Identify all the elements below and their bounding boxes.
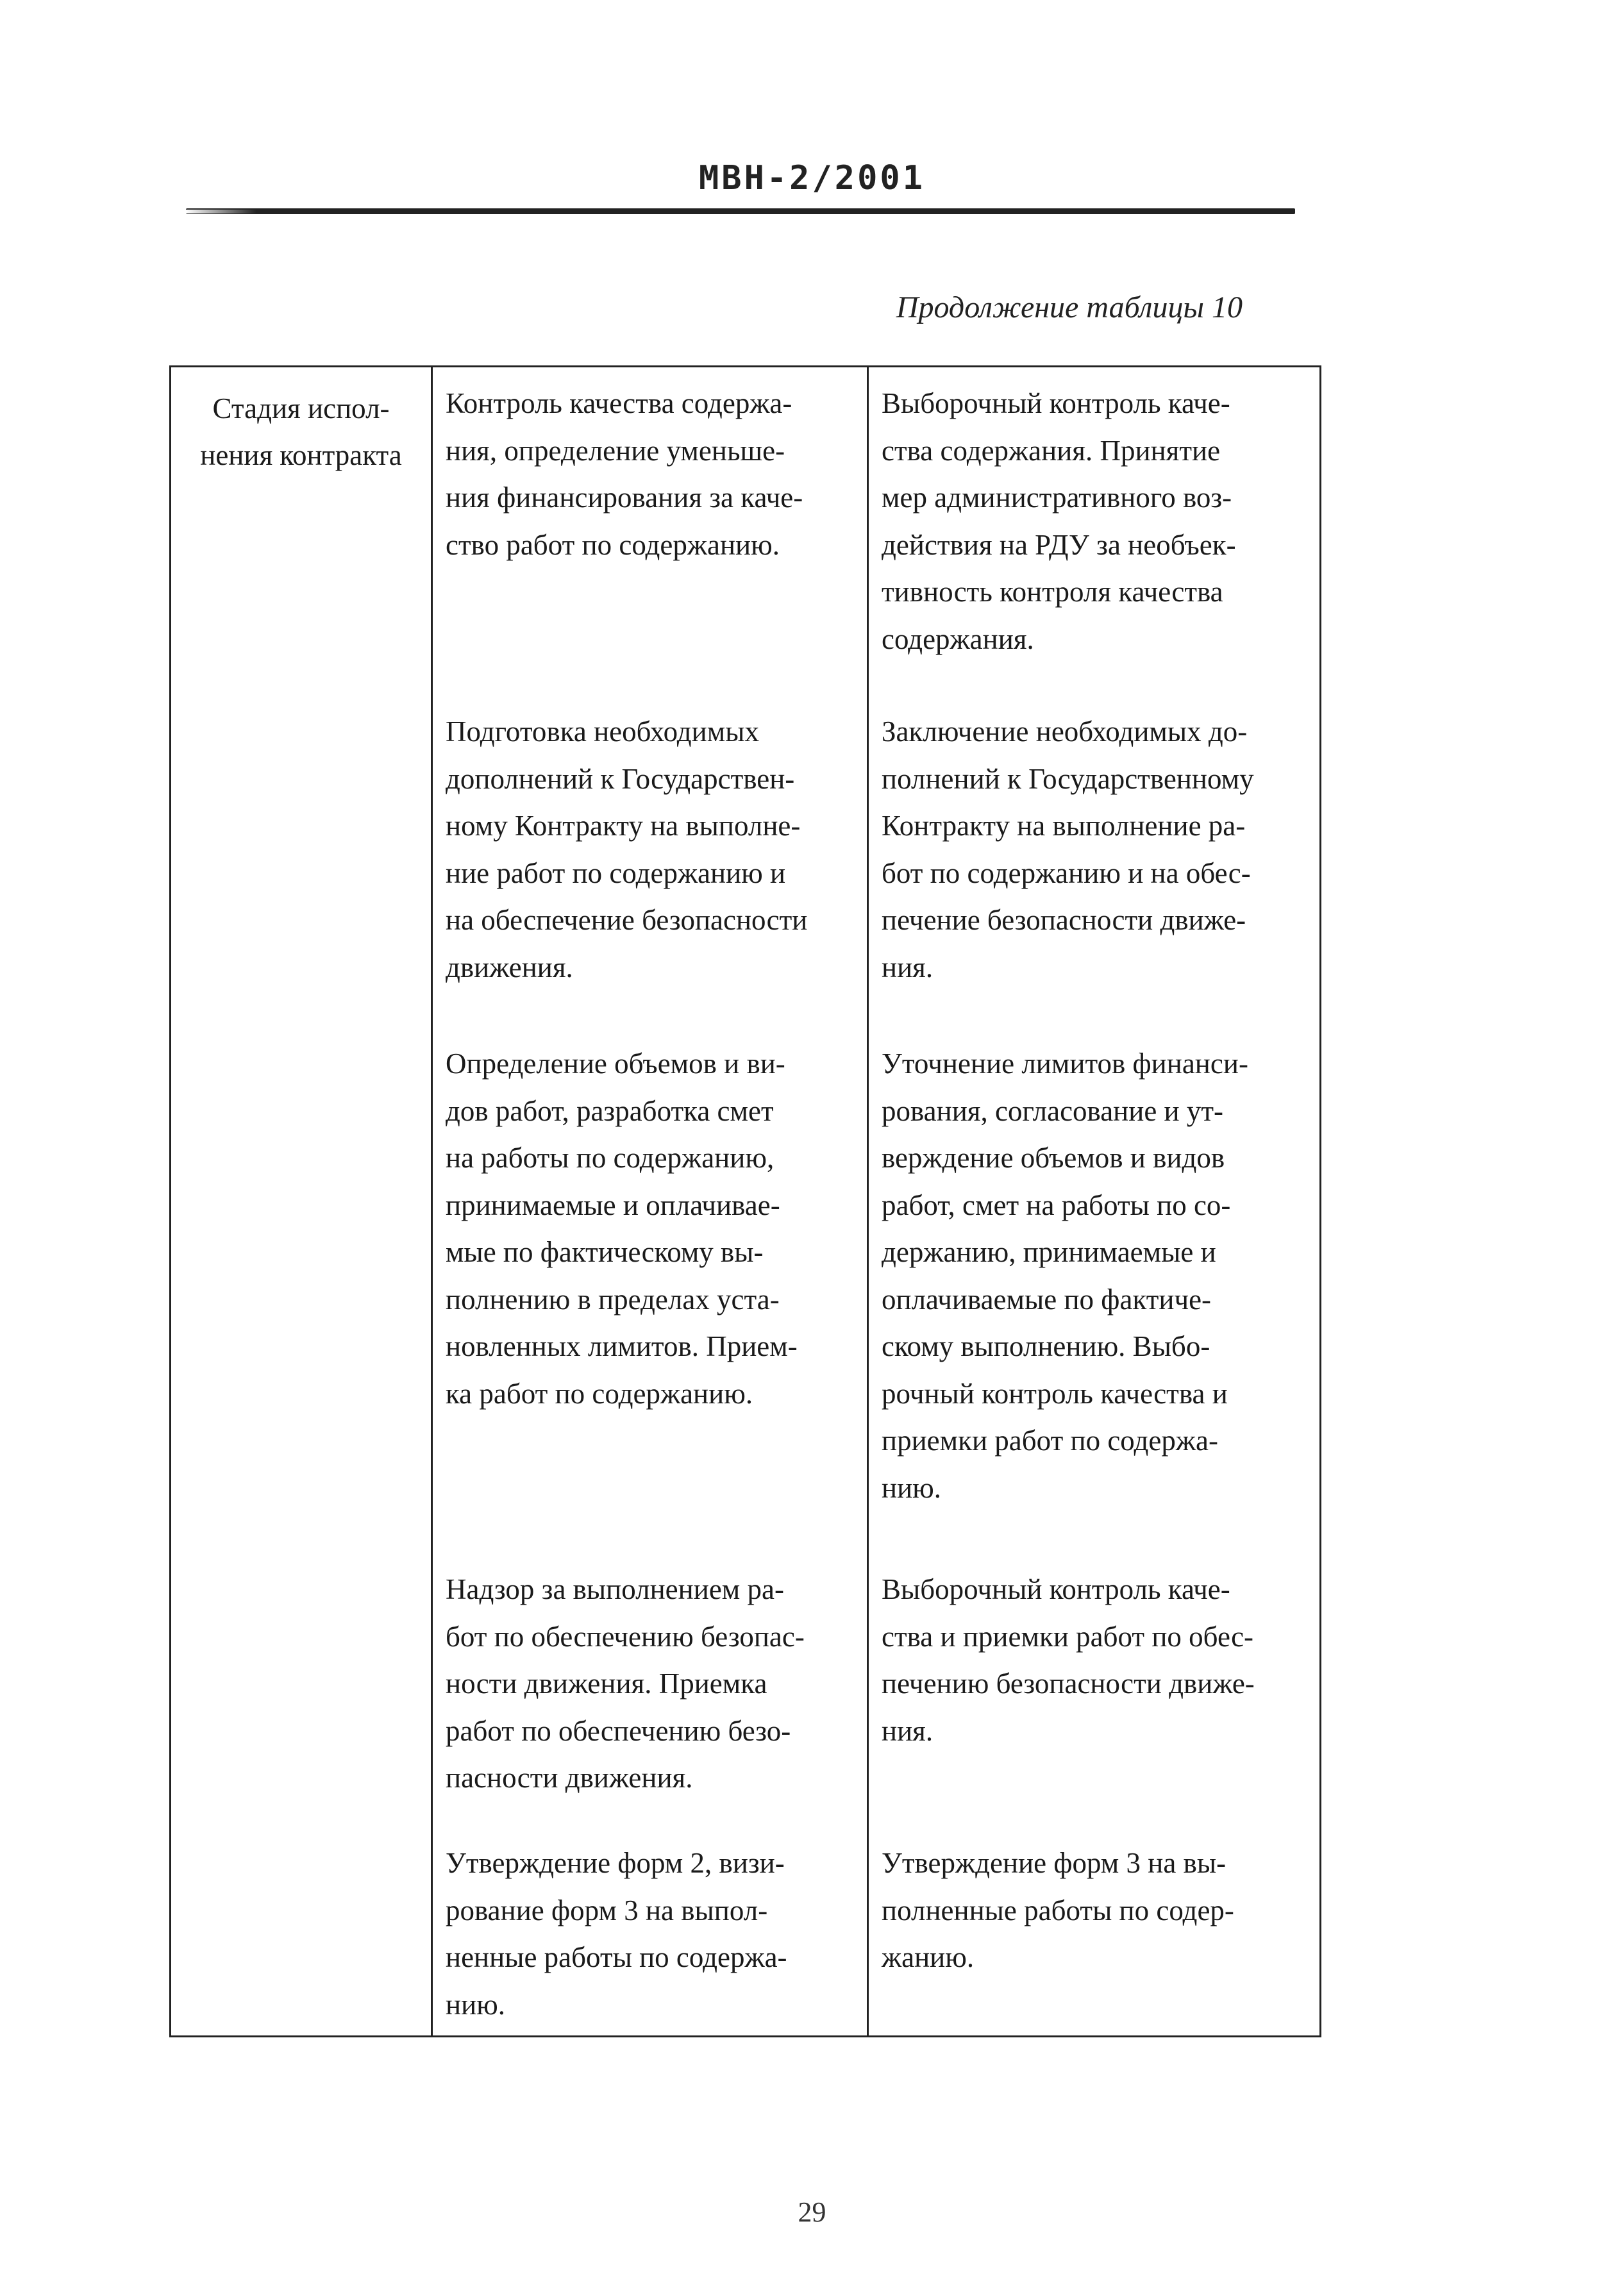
stage-line: Стадия испол- <box>212 392 390 424</box>
row-3-right-cell <box>882 1040 1248 1512</box>
cell-line: ния. <box>882 1714 933 1747</box>
cell-line: печению безопасности движе- <box>882 1667 1255 1700</box>
responsibility-table <box>169 365 1321 2037</box>
cell-line: рование форм 3 на выпол- <box>446 1894 768 1926</box>
cell-line: Контракту на выполнение ра- <box>882 810 1246 842</box>
cell-line: работ по обеспечению безо- <box>446 1714 791 1747</box>
cell-line: нию. <box>446 1988 506 2021</box>
cell-line: ния финансирования за каче- <box>446 481 803 514</box>
cell-line: ненные работы по содержа- <box>446 1941 787 1973</box>
cell-line: мер административного воз- <box>882 481 1232 514</box>
cell-line: полненные работы по содер- <box>882 1894 1234 1926</box>
cell-line: ние работ по содержанию и <box>446 856 786 889</box>
cell-line: дов работ, разработка смет <box>446 1094 774 1127</box>
row-1-right-cell <box>882 380 1236 663</box>
row-4-left-cell <box>446 1566 805 1802</box>
cell-line: на обеспечение безопасности <box>446 904 808 936</box>
cell-line: полнению в пределах уста- <box>446 1283 780 1316</box>
header-rule-fade <box>186 210 256 213</box>
cell-line: Контроль качества содержа- <box>446 387 792 419</box>
cell-line: тивность контроля качества <box>882 576 1223 608</box>
stage-cell <box>171 367 431 479</box>
document-code: МВН-2/2001 <box>698 159 926 197</box>
cell-line: рочный контроль качества и <box>882 1377 1228 1410</box>
cell-line: ния, определение уменьше- <box>446 434 785 467</box>
cell-line: ка работ по содержанию. <box>446 1377 753 1410</box>
row-5-left-cell <box>446 1840 787 2028</box>
cell-line: Утверждение форм 2, визи- <box>446 1847 785 1879</box>
cell-line: оплачиваемые по фактиче- <box>882 1283 1212 1316</box>
cell-line: жанию. <box>882 1941 975 1973</box>
cell-line: скому выполнению. Выбо- <box>882 1330 1210 1362</box>
row-1-left-cell <box>446 380 803 569</box>
row-3-left-cell <box>446 1040 798 1417</box>
stage-line: нения контракта <box>200 439 402 471</box>
page-number: 29 <box>798 2196 826 2228</box>
cell-line: приемки работ по содержа- <box>882 1424 1218 1457</box>
cell-line: рования, согласование и ут- <box>882 1094 1224 1127</box>
cell-line: действия на РДУ за необъек- <box>882 528 1236 561</box>
cell-line: печение безопасности движе- <box>882 904 1246 936</box>
cell-line: полнений к Государственному <box>882 762 1254 795</box>
cell-line: на работы по содержанию, <box>446 1142 774 1174</box>
cell-line: Выборочный контроль каче- <box>882 387 1230 419</box>
header-rule <box>186 208 1295 214</box>
cell-line: пасности движения. <box>446 1762 693 1794</box>
cell-line: бот по обеспечению безопас- <box>446 1620 805 1653</box>
column-divider-1 <box>431 367 433 2035</box>
cell-line: новленных лимитов. Прием- <box>446 1330 798 1362</box>
cell-line: ства содержания. Принятие <box>882 434 1221 467</box>
row-4-right-cell <box>882 1566 1255 1755</box>
cell-line: дополнений к Государствен- <box>446 762 795 795</box>
cell-line: Уточнение лимитов финанси- <box>882 1048 1248 1080</box>
cell-line: ности движения. Приемка <box>446 1667 767 1700</box>
cell-line: принимаемые и оплачивае- <box>446 1189 780 1221</box>
cell-line: движения. <box>446 951 573 983</box>
cell-line: содержания. <box>882 622 1034 655</box>
cell-line: ство работ по содержанию. <box>446 528 780 561</box>
cell-line: ному Контракту на выполне- <box>446 810 801 842</box>
cell-line: Надзор за выполнением ра- <box>446 1573 784 1605</box>
column-divider-2 <box>867 367 869 2035</box>
cell-line: Утверждение форм 3 на вы- <box>882 1847 1226 1879</box>
cell-line: Выборочный контроль каче- <box>882 1573 1230 1605</box>
cell-line: работ, смет на работы по со- <box>882 1189 1231 1221</box>
cell-line: ния. <box>882 951 933 983</box>
cell-line: Заключение необходимых до- <box>882 715 1248 748</box>
cell-line: Подготовка необходимых <box>446 715 759 748</box>
cell-line: бот по содержанию и на обес- <box>882 856 1251 889</box>
cell-line: ства и приемки работ по обес- <box>882 1620 1254 1653</box>
row-5-right-cell <box>882 1840 1234 1982</box>
cell-line: нию. <box>882 1471 942 1504</box>
table-continuation-label: Продолжение таблицы 10 <box>896 290 1243 324</box>
cell-line: мые по фактическому вы- <box>446 1236 764 1268</box>
row-2-right-cell <box>882 708 1254 991</box>
cell-line: Определение объемов и ви- <box>446 1048 785 1080</box>
row-2-left-cell <box>446 708 807 991</box>
cell-line: держанию, принимаемые и <box>882 1236 1216 1268</box>
cell-line: верждение объемов и видов <box>882 1142 1225 1174</box>
